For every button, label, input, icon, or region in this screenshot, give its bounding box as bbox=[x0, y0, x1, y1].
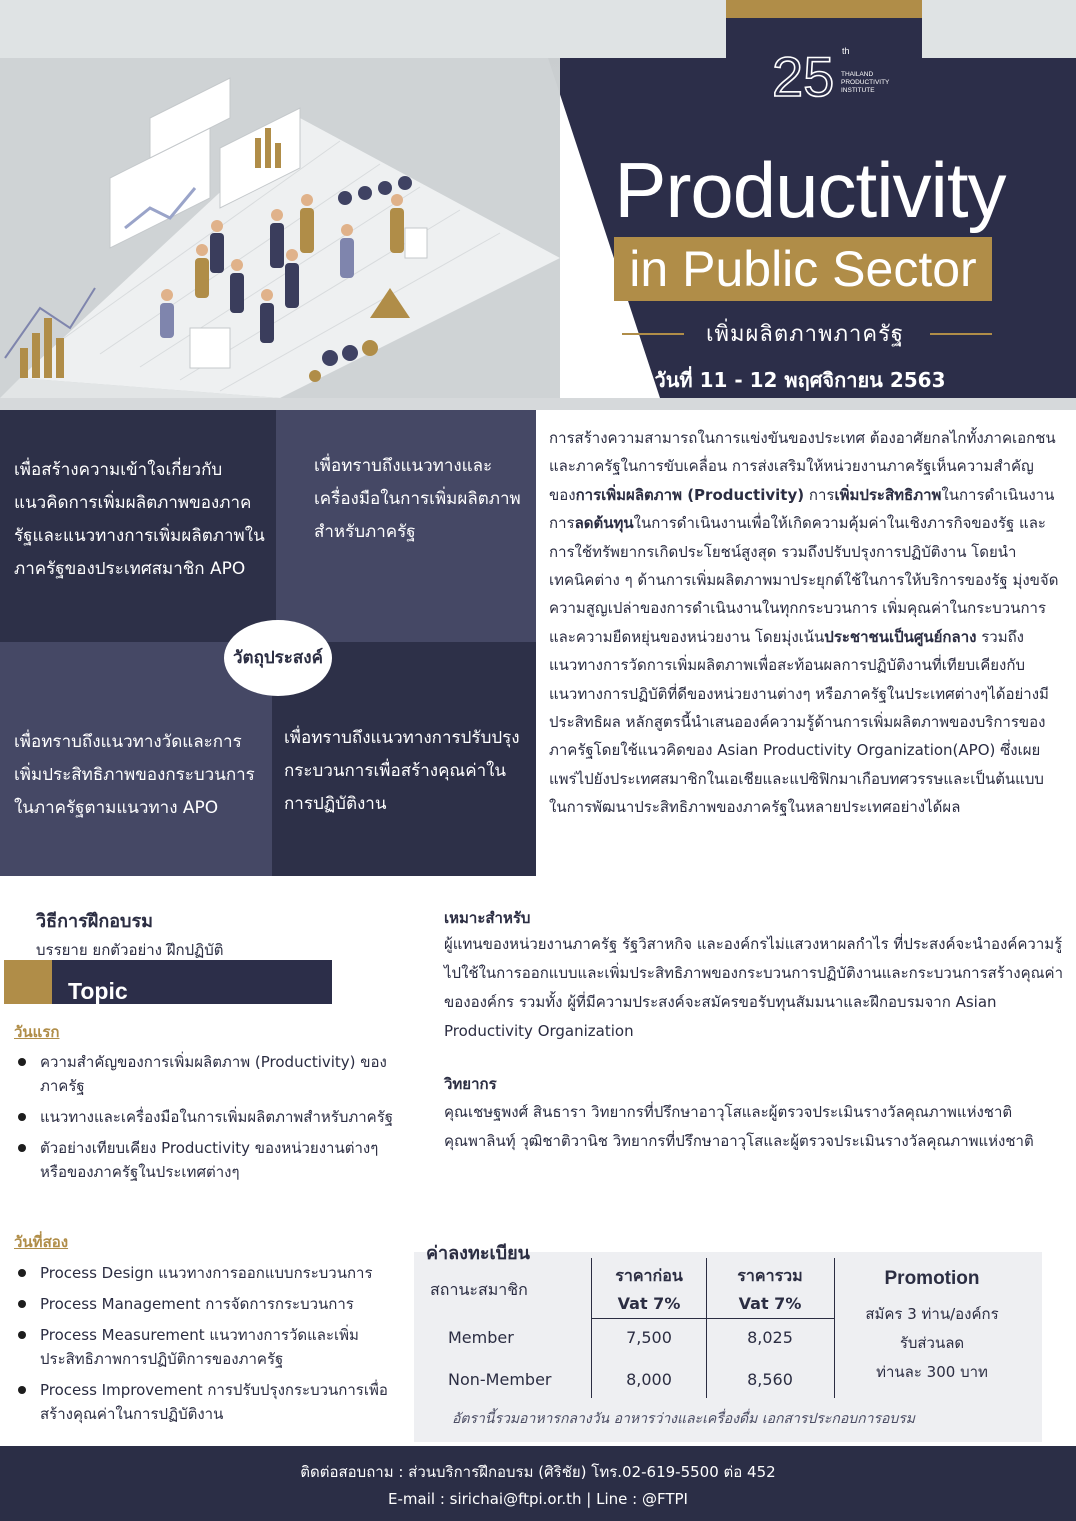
subtitle-thai: เพิ่มผลิตภาพภาครัฐ bbox=[705, 322, 905, 347]
svg-text:25: 25 bbox=[772, 45, 835, 108]
fee-col-total-1: ราคารวม bbox=[737, 1266, 803, 1285]
fee-row-before: 8,000 bbox=[626, 1370, 672, 1389]
footer-email-line: E-mail : sirichai@ftpi.or.th | Line : @FTPI bbox=[388, 1490, 688, 1508]
day2-topic-list bbox=[16, 1261, 396, 1433]
bullet-icon bbox=[18, 1113, 26, 1121]
objective-3: เพื่อทราบถึงแนวทางวัดและการเพิ่มประสิทธิภาพของกระบวนการในภาครัฐตามแนวทาง APO bbox=[0, 642, 276, 876]
fee-title: ค่าลงทะเบียน bbox=[426, 1243, 530, 1264]
bullet-icon bbox=[18, 1144, 26, 1152]
topic-heading: Topic bbox=[68, 978, 128, 1004]
bullet-icon bbox=[18, 1331, 26, 1339]
event-date: วันที่ 11 - 12 พฤศจิกายน 2563 bbox=[654, 368, 946, 392]
fee-divider bbox=[834, 1258, 835, 1398]
fee-col-before-1: ราคาก่อน bbox=[615, 1266, 683, 1285]
fee-col-total-2: Vat 7% bbox=[738, 1294, 802, 1313]
bullet-icon bbox=[18, 1300, 26, 1308]
productivity-illustration bbox=[0, 58, 560, 398]
objective-2: เพื่อทราบถึงแนวทางและเครื่องมือในการเพิ่มผลิตภาพสำหรับภาครัฐ bbox=[276, 410, 536, 642]
promotion-line: ท่านละ 300 บาท bbox=[876, 1363, 988, 1381]
list-item: Process Management การจัดการกระบวนการ bbox=[16, 1292, 396, 1316]
list-item: Process Improvement การปรับปรุงกระบวนการเพื่อสร้างคุณค่าในการปฏิบัติงาน bbox=[16, 1378, 396, 1426]
intro-paragraph: การสร้างความสามารถในการแข่งขันของประเทศ ต้องอาศัยกลไกทั้งภาคเอกชนและภาครัฐในการขับเคลื่อน การส่งเสริมให้หน่วยงานภาครัฐเห็นความสำคัญของการเพิ่มผลิตภาพ (Productivity) การเพิ่มประสิทธิภาพในการดำเนินงาน การลดต้นทุนในการดำเนินงานเพื่อให้เกิดความคุ้มค่าในเชิงภารกิจของรัฐ และการใช้ทรัพยากรเกิดประโยชน์สูงสุด รวมถึงปรับปรุงการปฏิบัติงาน โดยนำเทคนิคต่าง ๆ ด้านการเพิ่มผลิตภาพมาประยุกต์ใช้ในการให้บริการของรัฐ มุ่งขจัดความสูญเปล่าของการดำเนินงานในทุกกระบวนการ เพิ่มคุณค่าในกระบวนการและความยืดหยุ่นของหน่วยงาน โดยมุ่งเน้นประชาชนเป็นศูนย์กลาง รวมถึงแนวทางการวัดการเพิ่มผลิตภาพเพื่อสะท้อนผลการปฏิบัติงานที่เทียบเคียงกับแนวทางการปฏิบัติที่ดีของหน่วยงานต่างๆ หรือภาครัฐในประเทศต่างๆได้อย่างมีประสิทธิผล หลักสูตรนี้นำเสนอองค์ความรู้ด้านการเพิ่มผลิตภาพของบริการของภาครัฐโดยใช้แนวคิดของ Asian Productivity Organization(APO) ซึ่งเผยแพร่ไปยังประเทศสมาชิกในเอเชียและแปซิฟิกมาเกือบทศวรรษและเป็นต้นแบบในการพัฒนาประสิทธิภาพของภาครัฐในหลายประเทศอย่างได้ผล bbox=[549, 429, 1059, 817]
suitable-text: ผู้แทนของหน่วยงานภาครัฐ รัฐวิสาหกิจ และองค์กรไม่แสวงหาผลกำไร ที่ประสงค์จะนำองค์ความรู้ไปใช้ในการออกแบบและเพิ่มประสิทธิภาพของกระบวนการปฏิบัติงานและกระบวนการสร้างคุณค่าขององค์กร รวมทั้ง ผู้ที่มีความประสงค์จะสมัครขอรับทุนสัมมนาและฝึกอบรมจาก Asian Productivity Organization bbox=[444, 935, 1064, 1040]
fee-divider bbox=[706, 1258, 707, 1398]
day1-title: วันแรก bbox=[14, 1023, 60, 1041]
day1-topic-list bbox=[16, 1050, 396, 1191]
svg-text:th: th bbox=[842, 46, 850, 56]
objective-1: เพื่อสร้างความเข้าใจเกี่ยวกับแนวคิดการเพิ่มผลิตภาพของภาครัฐและแนวทางการเพิ่มผลิตภาพในภาครัฐของประเทศสมาชิก APO bbox=[0, 410, 276, 642]
promotion-line: สมัคร 3 ท่าน/องค์กร bbox=[865, 1305, 999, 1323]
fee-row-total: 8,025 bbox=[747, 1328, 793, 1347]
topic-gold-accent bbox=[4, 960, 52, 1004]
fee-row-total: 8,560 bbox=[747, 1370, 793, 1389]
day2-title: วันที่สอง bbox=[14, 1233, 69, 1251]
objective-4: เพื่อทราบถึงแนวทางการปรับปรุงกระบวนการเพื่อสร้างคุณค่าในการปฏิบัติงาน bbox=[272, 642, 536, 876]
promotion-line: รับส่วนลด bbox=[899, 1334, 965, 1352]
suitable-title: เหมาะสำหรับ bbox=[444, 909, 531, 927]
list-item: ความสำคัญของการเพิ่มผลิตภาพ (Productivity) ของภาครัฐ bbox=[16, 1050, 396, 1098]
fee-row-status: Member bbox=[448, 1328, 514, 1347]
fee-row-before: 7,500 bbox=[626, 1328, 672, 1347]
svg-text:INSTITUTE: INSTITUTE bbox=[841, 87, 875, 94]
method-text: บรรยาย ยกตัวอย่าง ฝึกปฏิบัติ bbox=[36, 941, 224, 959]
fee-col-status: สถานะสมาชิก bbox=[430, 1280, 528, 1299]
objectives-label: วัตถุประสงค์ bbox=[224, 620, 332, 696]
header-divider-band bbox=[0, 398, 1076, 410]
bullet-icon bbox=[18, 1386, 26, 1394]
bullet-icon bbox=[18, 1269, 26, 1277]
title-productivity: Productivity bbox=[614, 146, 1006, 234]
speaker-2: คุณพาลินทุ์ วุฒิชาติวานิช วิทยากรที่ปรึกษาอาวุโสและผู้ตรวจประเมินรางวัลคุณภาพแห่งชาติ bbox=[444, 1132, 1034, 1150]
list-item: แนวทางและเครื่องมือในการเพิ่มผลิตภาพสำหรับภาครัฐ bbox=[16, 1105, 396, 1129]
fee-row-status: Non-Member bbox=[448, 1370, 552, 1389]
fee-col-before-2: Vat 7% bbox=[617, 1294, 681, 1313]
fee-note: อัตรานี้รวมอาหารกลางวัน อาหารว่างและเครื่องดื่ม เอกสารประกอบการอบรม bbox=[452, 1411, 916, 1427]
svg-text:PRODUCTIVITY: PRODUCTIVITY bbox=[841, 79, 890, 86]
list-item: ตัวอย่างเทียบเคียง Productivity ของหน่วยงานต่างๆ หรือของภาครัฐในประเทศต่างๆ bbox=[16, 1136, 396, 1184]
speaker-1: คุณเชษฐพงศ์ สินธารา วิทยากรที่ปรึกษาอาวุโสและผู้ตรวจประเมินรางวัลคุณภาพแห่งชาติ bbox=[444, 1103, 1013, 1121]
method-title: วิธีการฝึกอบรม bbox=[36, 911, 153, 932]
promotion-title: Promotion bbox=[884, 1268, 980, 1289]
speakers-title: วิทยากร bbox=[444, 1075, 497, 1093]
list-item: Process Design แนวทางการออกแบบกระบวนการ bbox=[16, 1261, 396, 1285]
footer-contact: ติดต่อสอบถาม : ส่วนบริการฝึกอบรม (ศิริชัย) โทร.02-619-5500 ต่อ 452 bbox=[300, 1463, 776, 1481]
list-item: Process Measurement แนวทางการวัดและเพิ่มประสิทธิภาพการปฏิบัติการของภาครัฐ bbox=[16, 1323, 396, 1371]
bullet-icon bbox=[18, 1058, 26, 1066]
ftpi-25th-logo bbox=[726, 18, 922, 130]
title-public-sector: in Public Sector bbox=[629, 241, 977, 297]
fee-divider bbox=[591, 1318, 834, 1319]
svg-text:THAILAND: THAILAND bbox=[841, 71, 874, 78]
logo-gold-tab bbox=[726, 0, 922, 18]
